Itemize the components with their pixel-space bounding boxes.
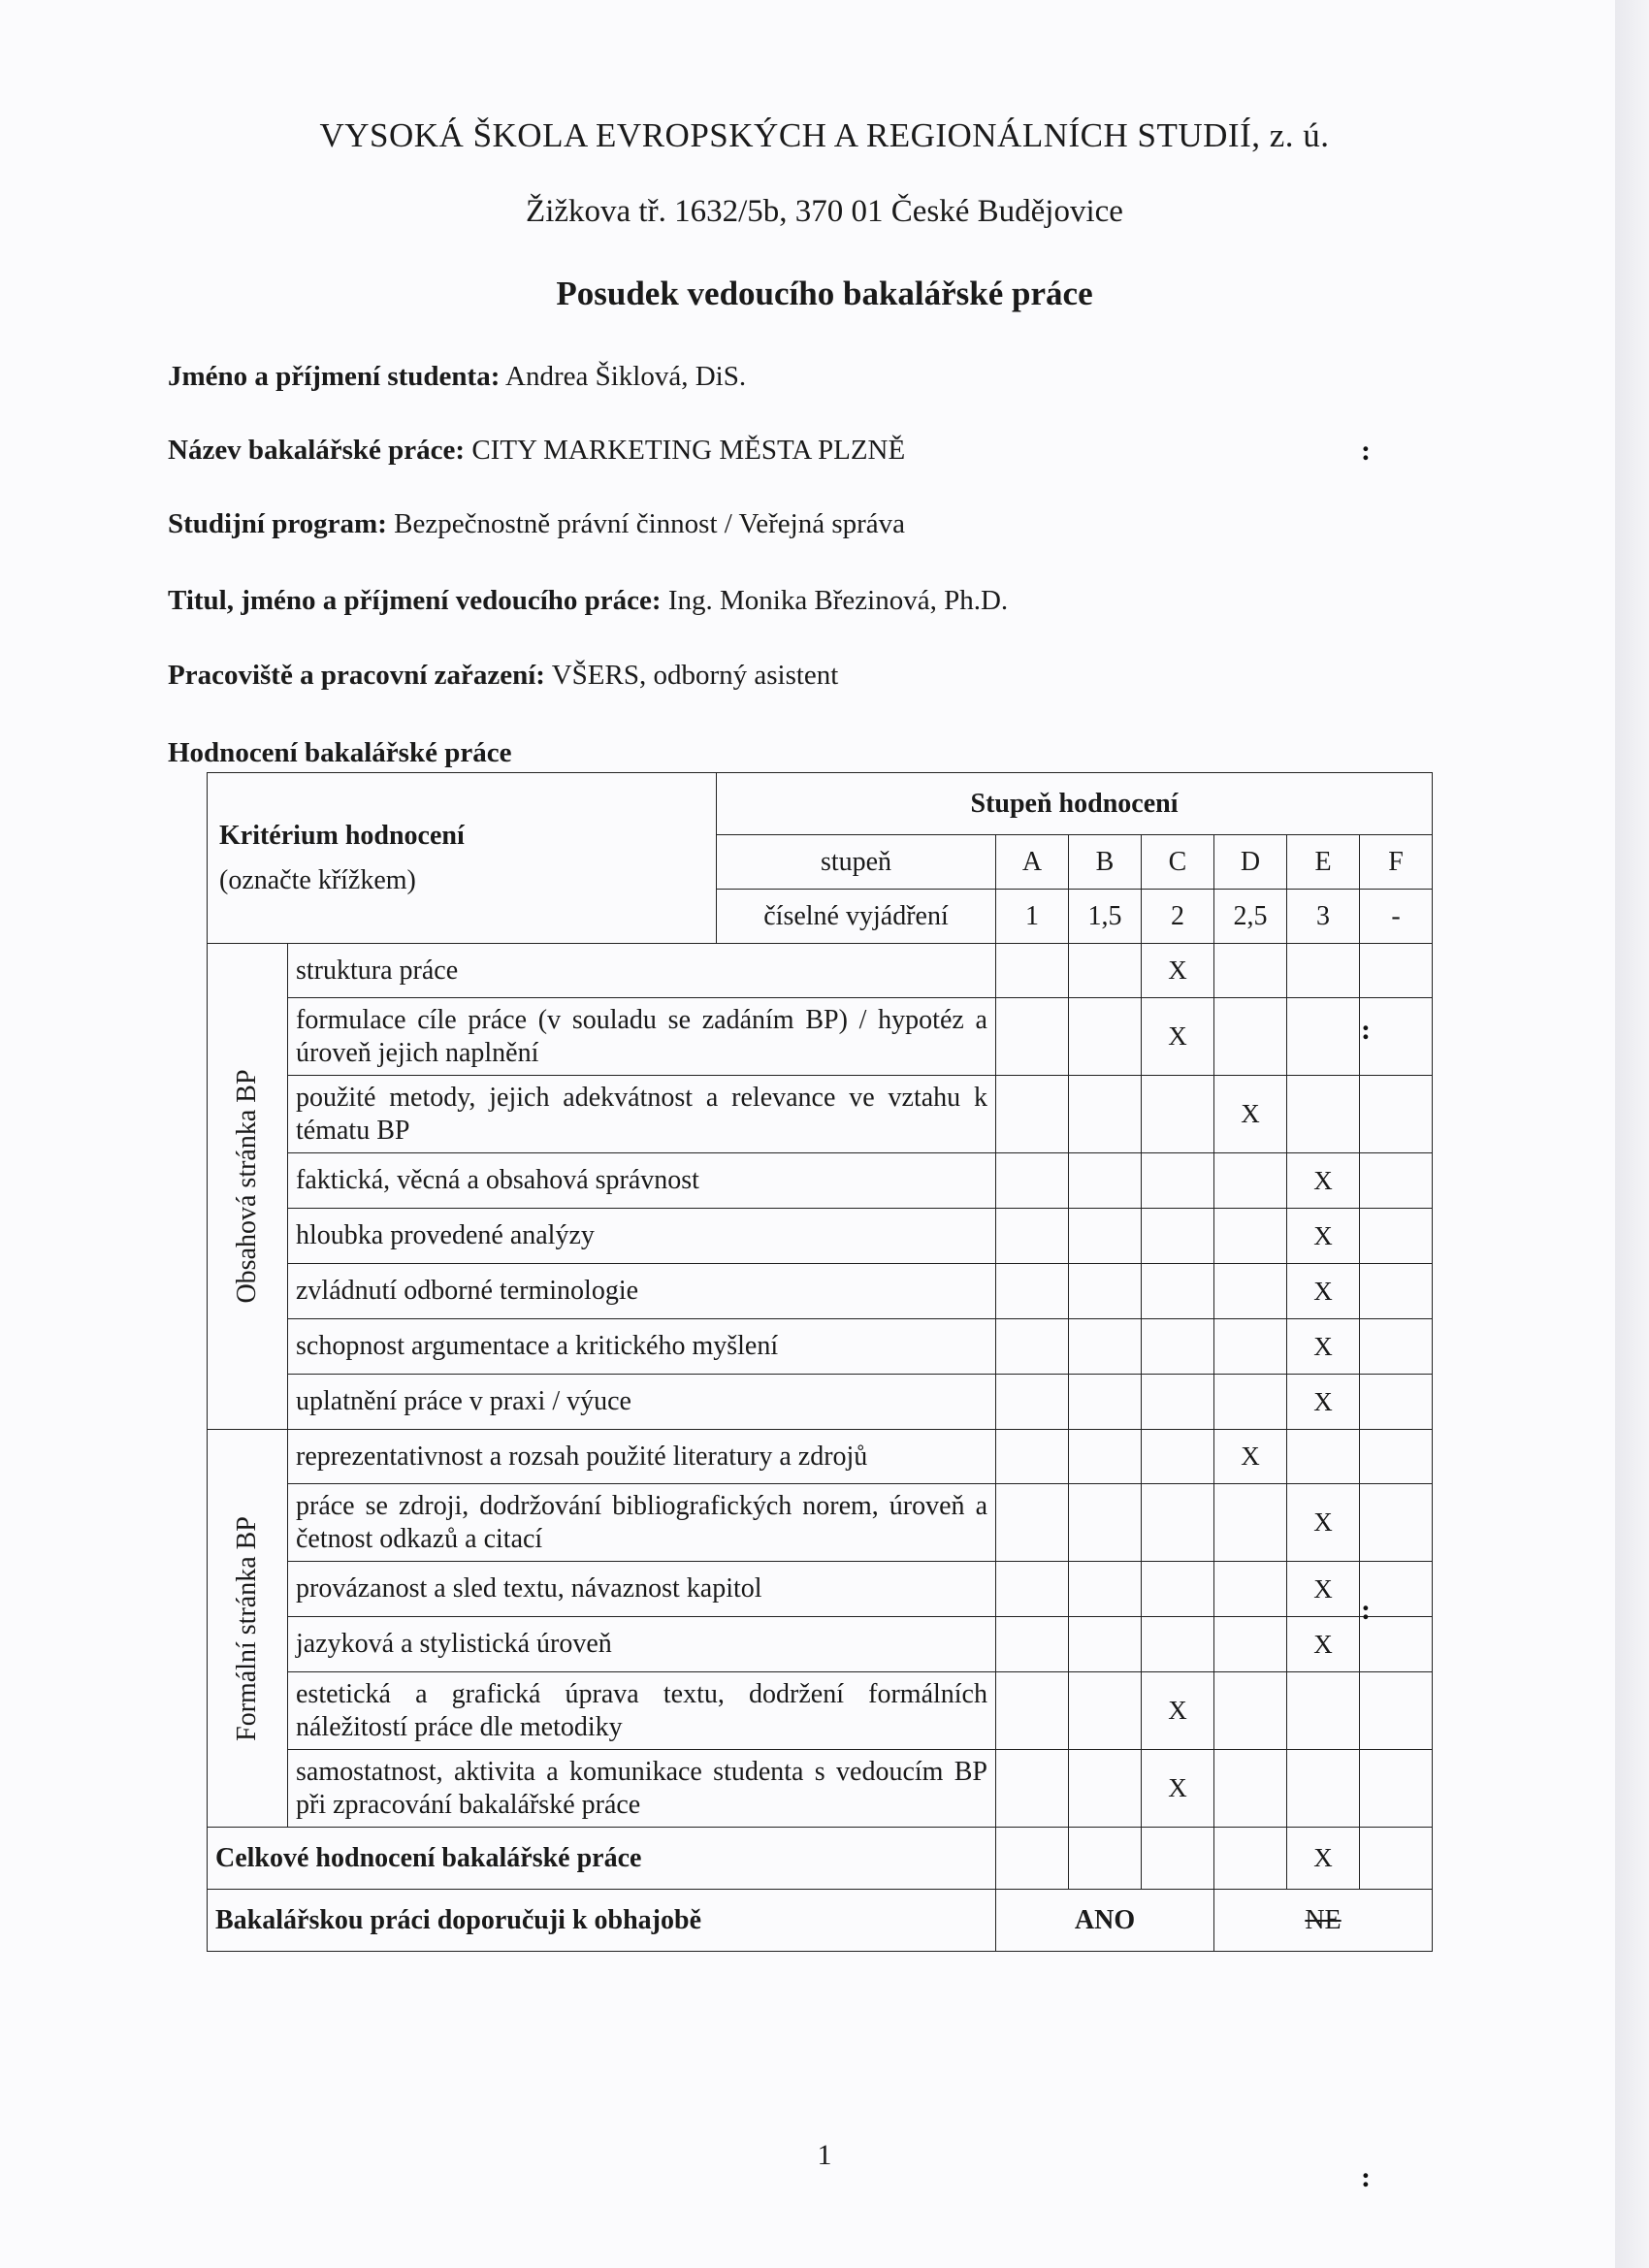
grade-cell-a (996, 1430, 1069, 1484)
evaluation-section-title: Hodnocení bakalářské práce (168, 737, 512, 768)
criterion-row (208, 944, 1433, 998)
grade-cell-c (1142, 1617, 1214, 1672)
grade-c: C (1142, 835, 1214, 890)
grade-cell-d (1214, 998, 1287, 1076)
grade-cell-d (1214, 1375, 1287, 1430)
grade-cell-e: X (1287, 1153, 1360, 1209)
student-value: Andrea Šiklová, DiS. (500, 361, 747, 392)
numeric-b: 1,5 (1069, 890, 1142, 944)
numeric-e: 3 (1287, 890, 1360, 944)
criterion-row (208, 1076, 1433, 1153)
margin-mark: : (1361, 1014, 1371, 1046)
grade-cell-b (1069, 1672, 1142, 1750)
scan-edge (1615, 0, 1649, 2268)
overall-grade-cell-f (1360, 1828, 1433, 1890)
grade-cell-d (1214, 1264, 1287, 1319)
criterion-label: použité metody, jejich adekvátnost a relevance ve vztahu k tématu BP (288, 1076, 996, 1153)
criterion-row (208, 1562, 1433, 1617)
grade-cell-d: X (1214, 1076, 1287, 1153)
criterion-label: hloubka provedené analýzy (288, 1209, 996, 1264)
formal-group-label: Formální stránka BP (232, 1515, 262, 1741)
grade-cell-d (1214, 1484, 1287, 1562)
supervisor-field (168, 585, 1008, 617)
grade-cell-d (1214, 1153, 1287, 1209)
grade-cell-c (1142, 1319, 1214, 1375)
overall-grade-cell-b (1069, 1828, 1142, 1890)
grade-cell-d (1214, 944, 1287, 998)
workplace-label: Pracoviště a pracovní zařazení: (168, 660, 545, 691)
grade-cell-f (1360, 1484, 1433, 1562)
school-address: Žižkova tř. 1632/5b, 370 01 České Budějovice (526, 194, 1123, 229)
overall-label: Celkové hodnocení bakalářské práce (208, 1828, 996, 1890)
grade-cell-f (1360, 1375, 1433, 1430)
criterion-label: jazyková a stylistická úroveň (288, 1617, 996, 1672)
grade-cell-a (996, 1484, 1069, 1562)
student-field (168, 361, 746, 393)
grade-cell-e: X (1287, 1319, 1360, 1375)
student-label: Jméno a příjmení studenta: (168, 361, 501, 392)
overall-grade-cell-e: X (1287, 1828, 1360, 1890)
grade-cell-d (1214, 1319, 1287, 1375)
grade-cell-b (1069, 998, 1142, 1076)
header-row (208, 773, 1433, 835)
criterion-header: Kritérium hodnocení (219, 820, 465, 851)
grade-cell-e (1287, 944, 1360, 998)
thesis-label: Název bakalářské práce: (168, 435, 466, 466)
grade-cell-b (1069, 1484, 1142, 1562)
document-title: Posudek vedoucího bakalářské práce (556, 275, 1093, 312)
criterion-label: struktura práce (288, 944, 996, 998)
program-label: Studijní program: (168, 508, 387, 539)
content-group-label-cell (208, 944, 288, 1430)
criterion-row (208, 1750, 1433, 1828)
criterion-label: zvládnutí odborné terminologie (288, 1264, 996, 1319)
grade-cell-d (1214, 1617, 1287, 1672)
grade-cell-a (996, 1209, 1069, 1264)
workplace-field (168, 660, 838, 692)
grade-cell-a (996, 1562, 1069, 1617)
grade-cell-b (1069, 1076, 1142, 1153)
overall-row (208, 1828, 1433, 1890)
evaluation-table (207, 772, 1433, 1952)
page-number: 1 (817, 2139, 832, 2171)
criterion-row (208, 998, 1433, 1076)
grade-cell-a (996, 998, 1069, 1076)
grade-cell-b (1069, 1153, 1142, 1209)
criterion-row (208, 1375, 1433, 1430)
grade-cell-b (1069, 1264, 1142, 1319)
criterion-label: schopnost argumentace a kritického myšlení (288, 1319, 996, 1375)
grade-cell-a (996, 1264, 1069, 1319)
grade-cell-f (1360, 1750, 1433, 1828)
thesis-field (168, 435, 905, 467)
grade-cell-f (1360, 1209, 1433, 1264)
overall-grade-cell-d (1214, 1828, 1287, 1890)
grade-cell-b (1069, 1750, 1142, 1828)
grade-b: B (1069, 835, 1142, 890)
margin-mark: : (1361, 2161, 1371, 2193)
criterion-note: (označte křížkem) (219, 864, 416, 895)
grade-cell-e (1287, 1672, 1360, 1750)
grade-cell-c (1142, 1375, 1214, 1430)
grade-cell-e (1287, 998, 1360, 1076)
grade-cell-a (996, 1319, 1069, 1375)
recommend-yes: ANO (996, 1890, 1214, 1952)
grade-cell-c (1142, 1076, 1214, 1153)
grade-d: D (1214, 835, 1287, 890)
grade-cell-b (1069, 1617, 1142, 1672)
grade-cell-a (996, 1672, 1069, 1750)
grade-cell-a (996, 1617, 1069, 1672)
criterion-row (208, 1617, 1433, 1672)
grade-a: A (996, 835, 1069, 890)
criterion-label: estetická a grafická úprava textu, dodržení formálních náležitostí práce dle metodiky (288, 1672, 996, 1750)
overall-grade-cell-a (996, 1828, 1069, 1890)
grade-cell-f (1360, 944, 1433, 998)
grade-cell-a (996, 1750, 1069, 1828)
grade-cell-c: X (1142, 944, 1214, 998)
grade-cell-c: X (1142, 998, 1214, 1076)
grade-cell-c: X (1142, 1672, 1214, 1750)
grade-cell-e (1287, 1750, 1360, 1828)
grade-cell-f (1360, 1153, 1433, 1209)
criterion-label: práce se zdroji, dodržování bibliografických norem, úroveň a četnost odkazů a citací (288, 1484, 996, 1562)
criterion-row (208, 1319, 1433, 1375)
grade-cell-c: X (1142, 1750, 1214, 1828)
overall-grade-cell-c (1142, 1828, 1214, 1890)
content-group-label: Obsahová stránka BP (232, 1069, 262, 1304)
grade-cell-f (1360, 1430, 1433, 1484)
grade-cell-d: X (1214, 1430, 1287, 1484)
grade-cell-b (1069, 1375, 1142, 1430)
formal-group-label-cell (208, 1430, 288, 1828)
grade-cell-f (1360, 1076, 1433, 1153)
grade-cell-a (996, 1076, 1069, 1153)
grade-cell-d (1214, 1562, 1287, 1617)
grade-cell-a (996, 1375, 1069, 1430)
workplace-value: VŠERS, odborný asistent (544, 660, 839, 691)
grade-cell-b (1069, 944, 1142, 998)
grade-cell-e: X (1287, 1617, 1360, 1672)
criterion-label: reprezentativnost a rozsah použité literatury a zdrojů (288, 1430, 996, 1484)
criterion-header-cell (208, 773, 717, 944)
recommend-row (208, 1890, 1433, 1952)
grade-cell-f (1360, 1672, 1433, 1750)
program-value: Bezpečnostně právní činnost / Veřejná správa (386, 508, 906, 539)
supervisor-value: Ing. Monika Březinová, Ph.D. (661, 585, 1009, 616)
numeric-c: 2 (1142, 890, 1214, 944)
thesis-value: CITY MARKETING MĚSTA PLZNĚ (465, 435, 906, 466)
recommend-no-struck: NE (1214, 1890, 1433, 1952)
supervisor-label: Titul, jméno a příjmení vedoucího práce: (168, 585, 662, 616)
grade-cell-d (1214, 1672, 1287, 1750)
criterion-row (208, 1264, 1433, 1319)
criterion-row (208, 1209, 1433, 1264)
grade-cell-e: X (1287, 1375, 1360, 1430)
grade-cell-d (1214, 1750, 1287, 1828)
grade-cell-e: X (1287, 1264, 1360, 1319)
grade-cell-c (1142, 1562, 1214, 1617)
criterion-row (208, 1672, 1433, 1750)
grade-cell-c (1142, 1264, 1214, 1319)
grade-cell-e (1287, 1076, 1360, 1153)
grade-cell-f (1360, 1264, 1433, 1319)
grade-cell-b (1069, 1562, 1142, 1617)
numeric-d: 2,5 (1214, 890, 1287, 944)
numeric-f: - (1360, 890, 1433, 944)
criterion-label: faktická, věcná a obsahová správnost (288, 1153, 996, 1209)
criterion-row (208, 1430, 1433, 1484)
grade-cell-a (996, 1153, 1069, 1209)
grade-cell-c (1142, 1209, 1214, 1264)
grade-cell-c (1142, 1484, 1214, 1562)
grade-cell-e: X (1287, 1562, 1360, 1617)
grade-cell-e: X (1287, 1484, 1360, 1562)
grade-cell-d (1214, 1209, 1287, 1264)
grade-header: Stupeň hodnocení (717, 773, 1433, 835)
grade-e: E (1287, 835, 1360, 890)
criterion-label: samostatnost, aktivita a komunikace studenta s vedoucím BP při zpracování bakalářské práce (288, 1750, 996, 1828)
grade-label: stupeň (717, 835, 996, 890)
criterion-row (208, 1153, 1433, 1209)
grade-cell-f (1360, 1319, 1433, 1375)
numeric-label: číselné vyjádření (717, 890, 996, 944)
recommend-label: Bakalářskou práci doporučuji k obhajobě (208, 1890, 996, 1952)
grade-cell-a (996, 944, 1069, 998)
grade-cell-e: X (1287, 1209, 1360, 1264)
grade-cell-c (1142, 1153, 1214, 1209)
grade-cell-b (1069, 1430, 1142, 1484)
numeric-a: 1 (996, 890, 1069, 944)
program-field (168, 508, 905, 540)
criterion-row (208, 1484, 1433, 1562)
grade-cell-b (1069, 1319, 1142, 1375)
grade-cell-c (1142, 1430, 1214, 1484)
grade-cell-b (1069, 1209, 1142, 1264)
criterion-label: uplatnění práce v praxi / výuce (288, 1375, 996, 1430)
margin-mark: : (1361, 1594, 1371, 1626)
grade-cell-e (1287, 1430, 1360, 1484)
criterion-label: provázanost a sled textu, návaznost kapitol (288, 1562, 996, 1617)
criterion-label: formulace cíle práce (v souladu se zadáním BP) / hypotéz a úroveň jejich naplnění (288, 998, 996, 1076)
margin-mark: : (1361, 435, 1371, 467)
grade-f: F (1360, 835, 1433, 890)
school-name: VYSOKÁ ŠKOLA EVROPSKÝCH A REGIONÁLNÍCH STUDIÍ, z. ú. (319, 116, 1330, 154)
